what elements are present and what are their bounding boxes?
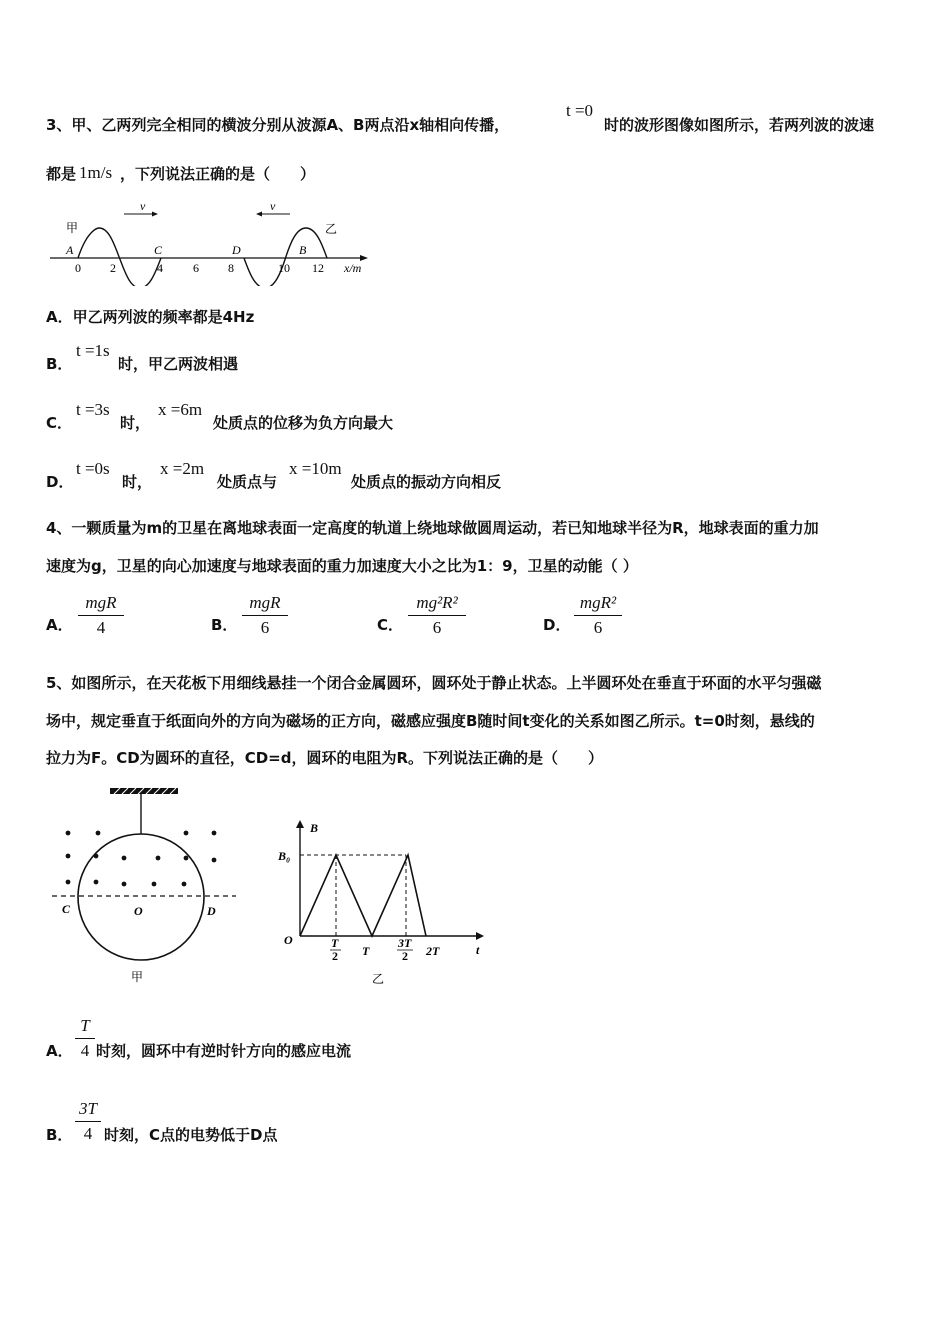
- q5-option-B-label[interactable]: B．: [46, 1126, 73, 1144]
- q3-option-A[interactable]: [46, 308, 254, 326]
- q4-stem-line2: 速度为g，卫星的向心加速度与地球表面的重力加速度大小之比为1：9，卫星的动能（ ）: [46, 557, 638, 575]
- wave-figure: [44, 196, 374, 286]
- point-B: B: [299, 243, 307, 257]
- label-yi: 乙: [325, 222, 338, 236]
- metal-ring: [78, 834, 204, 960]
- q4-option-B-den: 6: [260, 618, 270, 637]
- q4-option-C-label[interactable]: C．: [377, 616, 404, 634]
- q5-option-B-fraction: [75, 1099, 101, 1144]
- q5-option-B-num: 3T: [79, 1099, 97, 1118]
- q3-option-C-math1: t =3s: [76, 400, 110, 419]
- q5-option-A-label[interactable]: A．: [46, 1042, 73, 1060]
- axis-label-t: t: [476, 943, 480, 957]
- q5-stem-line2: 场中，规定垂直于纸面向外的方向为磁场的正方向，磁感应强度B随时间t变化的关系如图乙所示。t=0时刻，悬线的: [46, 712, 815, 730]
- q3-option-C-mid: 时，: [120, 414, 151, 432]
- q3-stem-line2-suffix: ，下列说法正确的是（ ）: [120, 165, 316, 183]
- q4-option-B-label[interactable]: B．: [211, 616, 238, 634]
- q3-option-C-math2: x =6m: [158, 400, 203, 419]
- q5-option-A-num: T: [80, 1016, 90, 1035]
- q5-option-A-fraction: [75, 1016, 95, 1061]
- ring-caption: 甲: [131, 970, 144, 984]
- tick-6: 6: [193, 261, 199, 275]
- magnetic-field-dots: [66, 831, 217, 887]
- B-curve: [300, 855, 426, 936]
- tick-0: 0: [75, 261, 81, 275]
- q4-option-B-fraction: [242, 593, 288, 638]
- q3-option-B-math: t =1s: [76, 341, 110, 360]
- q3-option-D-math2: x =2m: [160, 459, 205, 478]
- q3-stem-line2-prefix: 都是: [46, 165, 77, 183]
- q4-option-D-den: 6: [593, 618, 603, 637]
- label-jia: 甲: [66, 221, 79, 235]
- velocity-label-right: v: [270, 199, 276, 213]
- q4-option-D-num: mgR²: [579, 593, 617, 612]
- q4-option-D-label[interactable]: D．: [543, 616, 571, 634]
- tick-8: 8: [228, 261, 234, 275]
- ring-figure: [44, 778, 244, 990]
- q3-option-A-label: A．: [46, 308, 73, 326]
- q5-stem-line3: 拉力为F。CD为圆环的直径，CD=d，圆环的电阻为R。下列说法正确的是（ ）: [46, 749, 604, 767]
- tick-12: 12: [312, 261, 324, 275]
- q4-option-A-den: 4: [96, 618, 106, 637]
- q5-option-B-den: 4: [83, 1124, 93, 1143]
- label-B0: B₀: [278, 849, 291, 863]
- q3-option-D-math1: t =0s: [76, 459, 110, 478]
- t-axis-arrow: [476, 932, 484, 940]
- ring-label-C: C: [62, 902, 71, 916]
- tick-2T: 2T: [426, 944, 440, 958]
- q3-option-D-mid2: 处质点与: [217, 473, 278, 491]
- ring-label-O: O: [134, 904, 143, 918]
- q3-stem-line1-end: 时的波形图像如图所示，若两列波的波速: [604, 116, 875, 134]
- point-C: C: [154, 243, 163, 257]
- q3-option-A-text: 甲乙两列波的频率都是4Hz: [72, 308, 255, 326]
- q5-option-A-den: 4: [80, 1041, 90, 1060]
- B-axis-arrow: [296, 820, 304, 828]
- tick-3T-over-2-num: 3T: [398, 936, 412, 950]
- q4-option-A-label[interactable]: A．: [46, 616, 73, 634]
- axis-label-B: B: [310, 821, 319, 835]
- wave-jia: [78, 228, 161, 286]
- q4-option-C-den: 6: [432, 618, 442, 637]
- q5-stem-line1: 5、如图所示，在天花板下用细线悬挂一个闭合金属圆环，圆环处于静止状态。上半圆环处在垂直于环面的水平匀强磁: [46, 674, 822, 692]
- q5-option-B-text: 时刻，C点的电势低于D点: [104, 1126, 278, 1144]
- q3-option-B-label[interactable]: B．: [46, 355, 73, 373]
- q3-option-C-label[interactable]: C．: [46, 414, 73, 432]
- q3-option-B-text: 时，甲乙两波相遇: [118, 355, 239, 373]
- tick-T: T: [362, 944, 370, 958]
- q3-option-D-text: 处质点的振动方向相反: [351, 473, 502, 491]
- tick-T-over-2-den: 2: [332, 949, 338, 963]
- q3-stem-speed: 1m/s: [79, 163, 113, 182]
- q5-option-A-text: 时刻，圆环中有逆时针方向的感应电流: [96, 1042, 352, 1060]
- q3-option-D-label[interactable]: D．: [46, 473, 74, 491]
- q4-option-A-num: mgR: [85, 593, 117, 612]
- q3-option-D-mid: 时，: [122, 473, 153, 491]
- tick-2: 2: [110, 261, 116, 275]
- graph-caption: 乙: [372, 972, 385, 986]
- axis-unit: x/m: [344, 261, 362, 275]
- q4-stem-line1: 4、一颗质量为m的卫星在离地球表面一定高度的轨道上绕地球做圆周运动，若已知地球半径为R，地球表面的重力加: [46, 519, 819, 537]
- q3-option-D-math3: x =10m: [289, 459, 342, 478]
- q4-option-A-fraction: [78, 593, 124, 638]
- q3-stem-line1: 3、甲、乙两列完全相同的横波分别从波源A、B两点沿x轴相向传播，: [46, 116, 510, 134]
- q3-stem-math-t0: t =0: [566, 101, 594, 120]
- tick-10: 10: [278, 261, 290, 275]
- q4-option-B-num: mgR: [249, 593, 281, 612]
- tick-4: 4: [157, 261, 163, 275]
- point-A: A: [66, 243, 74, 257]
- q4-option-C-fraction: [408, 593, 466, 638]
- point-D: D: [232, 243, 241, 257]
- tick-T-over-2-num: T: [331, 936, 339, 950]
- ring-label-D: D: [207, 904, 216, 918]
- q4-option-D-fraction: [574, 593, 622, 638]
- q4-option-C-num: mg²R²: [416, 593, 458, 612]
- velocity-label-left: v: [140, 199, 146, 213]
- q3-option-C-text: 处质点的位移为负方向最大: [213, 414, 394, 432]
- tick-3T-over-2-den: 2: [402, 949, 408, 963]
- origin-label: O: [284, 933, 293, 947]
- wave-yi: [244, 228, 327, 286]
- bt-graph: [274, 808, 494, 992]
